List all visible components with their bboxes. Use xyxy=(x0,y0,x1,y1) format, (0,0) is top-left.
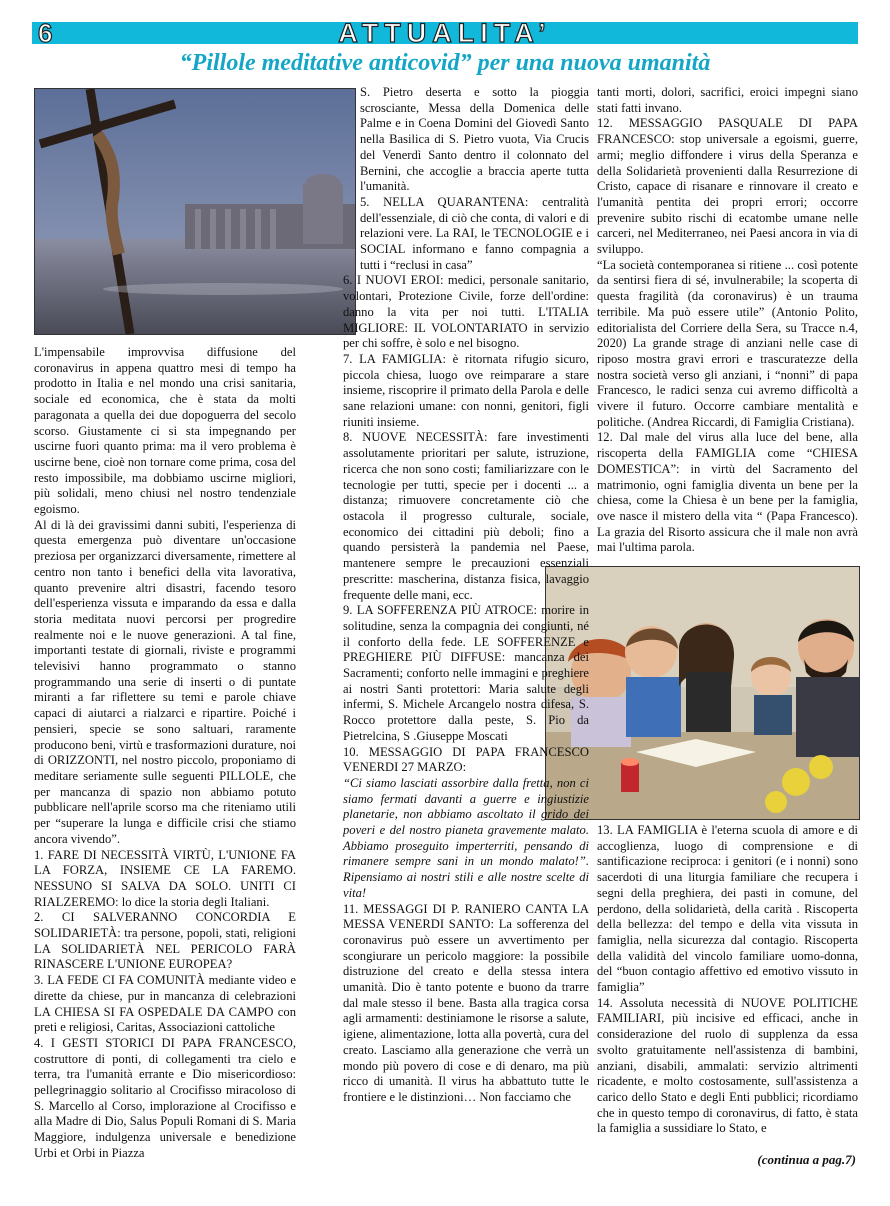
paragraph: L'impensabile improvvisa diffusione del coronavirus in appena quattro mesi di tempo ha prodotto in Italia e nel mondo una crisi sanitaria, sociale ed economica, che è stata da molti paragonata a quella dei due dopoguerra del secolo scorso. Giustamente ci si sta impegnando per uscirne fuori quanto prima: ma il vero problema è uscirne bene, cioè non tornare come prima, cosa del resto impossibile, ma dobbiamo uscirne migliori, più solidali, meno chiusi nel nostro tendenziale egoismo. xyxy=(34,345,296,517)
paragraph: 11. MESSAGGI DI P. RANIERO CANTA LA MESSA VENERDI SANTO: La sofferenza del coronavirus può essere un avvertimento per scongiurare un pericolo maggiore: la possibile distruzione del creato e della stessa intera umanità. Dio è tanto potente e buono da trarre dal male stesso il bene. Basta alla tragica corsa agli armamenti: destiniamone le risorse a salute, igiene, alimentazione, lotta alla povertà, cura del creato. Lasciamo alla generazione che verrà un mondo più povero di cose e di denaro, ma più ricco di umanità. Il virus ha abbattuto tutte le frontiere e le distinzioni… Non facciamo che xyxy=(343,901,589,1104)
paragraph: S. Pietro deserta e sotto la pioggia scrosciante, Messa della Domenica delle Palme e in Coena Domini del Giovedì Santo nella Basilica di S. Pietro vuota, Via Crucis del Venerdì Santo dentro il colonnato del Bernini, che accoglie a braccia aperte tutta l'umanità. xyxy=(360,85,589,194)
paragraph: 3. LA FEDE CI FA COMUNITÀ mediante video e dirette da chiese, pur in mancanza di celebrazioni LA CHIESA SI FA OSPEDALE DA CAMPO con preti e religiosi, Caritas, Associazioni cattoliche xyxy=(34,973,296,1035)
paragraph: 7. LA FAMIGLIA: è ritornata rifugio sicuro, piccola chiesa, luogo ove reimparare a stare insieme, riscoprire il primato della Parola e delle sane relazioni umane: con nonni, genitori, figli riuniti insieme. xyxy=(343,351,589,429)
paragraph: Al di là dei gravissimi danni subiti, l'esperienza di questa emergenza può diventare un'occasione preziosa per organizzarci diversamente, rimettere al centro non tanto i benefici della vita lavorativa, quanto prevenire altri disastri, facendo tesoro dell'esperienza vissuta e imparando da essa e dalla storia meditata nuovi percorsi per progredire realmente noi e le nuove generazioni. A tal fine, importanti testate di giornali, riviste e programmi televisivi hanno programmato o stanno programmando una serie di inserti o di puntate miranti a far riflettere su temi e parole chiave capaci di aiutarci a rialzarci e ripartire. Poiché i pensieri, specie se sono saltuari, raramente producono beni, virtù e trasformazioni durature, noi di ORIZZONTI, nel nostro piccolo, proponiamo di meditare seriamente sulle seguenti PILLOLE, che per mancanza di spazio non abbiamo potuto pubblicare nell'aprile scorso ma che riteniamo utili per “superare la lunga e difficile crisi che stiamo ancora vivendo”. xyxy=(34,517,296,846)
paragraph: 12. Dal male del virus alla luce del bene, alla riscoperta della FAMIGLIA come “CHIESA DOMESTICA”: in virtù del Sacramento del matrimonio, ogni famiglia diventa un bene per la chiesa, come la Chiesa è un bene per la famiglia, ove nasce il mistero della vita “ (Papa Francesco). La grazia del Risorto assicura che il male non avrà mai l'ultima parola. xyxy=(597,430,858,555)
paragraph: 1. FARE DI NECESSITÀ VIRTÙ, L'UNIONE FA LA FORZA, INSIEME CE LA FAREMO. NESSUNO SI SALVA DA SOLO. UNITI CI RIALZEREMO: lo dice la storia degli Italiani. xyxy=(34,847,296,909)
column-1 xyxy=(34,345,296,1162)
article-headline: “Pillole meditative anticovid” per una nuova umanità xyxy=(179,50,711,76)
paragraph: 6. I NUOVI EROI: medici, personale sanitario, volontari, Protezione Civile, forze dell'ordine: danno la vita per noi tutti. L'ITALIA MIGLIORE: IL VOLONTARIATO in servizio per chi soffre, è solo e nel bisogno. xyxy=(343,273,589,351)
st-peters-square-photo xyxy=(34,88,356,335)
paragraph: 9. LA SOFFERENZA PIÙ ATROCE: morire in solitudine, senza la compagnia dei congiunti, né il conforto della fede. LE SOFFERENZE e PREGHIERE PIÙ DIFFUSE: mancanza dei Sacramenti; conforto nelle immagini e preghiere ai nostri Santi protettori: Maria salute degli infermi, S. Michele Arcangelo nostra difesa, S. Rocco protettore dalla peste, S. Pio da Pietrelcina, S .Giuseppe Moscati xyxy=(343,603,589,743)
column-3 xyxy=(597,85,858,556)
paragraph: 8. NUOVE NECESSITÀ: fare investimenti assolutamente prioritari per salute, istruzione, ricerca che non sono costi; familiarizzare con le tecnologie per tutti, specie per i docenti ... a distanza; rimuovere concretamente ciò che ostacola il progresso culturale, sociale, economico dei cittadini più deboli; fino a quando persisterà la pandemia nel Paese, mantenere sempre le precauzioni essenziali prescritte: mascherina, distanza fisica, lavaggio frequente delle mani, ecc. xyxy=(343,430,589,602)
paragraph: 12. MESSAGGIO PASQUALE DI PAPA FRANCESCO: stop universale a egoismi, guerre, armi; meglio diffondere i virus della Speranza e della Solidarietà provenienti dalla Resurrezione di Cristo, capace di risanare e rinnovare il creato e l'umanità pentita dei propri errori; occorre prevenire subito rischi di ecatombe umane nelle carceri, nel Mediterraneo, nei Paesi ancora in via di sviluppo. xyxy=(597,116,858,257)
section-title: ATTUALITA’ xyxy=(338,18,552,48)
paragraph: 5. NELLA QUARANTENA: centralità dell'essenziale, di ciò che conta, di valori e di relazioni vere. La RAI, le TECNOLOGIE e i SOCIAL informano e fanno compagnia a tutti i “reclusi in casa” xyxy=(360,194,589,272)
paragraph: 10. MESSAGGIO DI PAPA FRANCESCO VENERDI 27 MARZO: xyxy=(343,744,589,775)
paragraph: tanti morti, dolori, sacrifici, eroici impegni siano stati fatti invano. xyxy=(597,85,858,115)
quote: “Ci siamo lasciati assorbire dalla fretta, non ci siamo fermati davanti a guerre e ingiustizie planetarie, non abbiamo ascoltato il grido dei poveri e del nostro pianeta gravemente malato. Abbiamo proseguito imperterriti, pensando di rimanere sempre sani in un mondo malato!”. Ripensiamo ai nostri stili e alle nostre scelte di vita! xyxy=(343,775,589,900)
family-photo xyxy=(545,566,860,820)
column-2 xyxy=(343,85,589,1106)
continued-note: (continua a pag.7) xyxy=(757,1152,856,1167)
paragraph: 14. Assoluta necessità di NUOVE POLITICHE FAMILIARI, più incisive ed efficaci, anche in considerazione del ruolo di supplenza da essa svolto gratuitamente nell'assistenza di bambini, anziani, disabili, ammalati: servizio altrimenti ricadente, e molto costosamente, sull'assistenza a carico dello Stato e degli Enti pubblici; ricordiamo che in questo tempo di coronavirus, di fatto, è stata la famiglia a sussidiare lo Stato, e xyxy=(597,995,858,1136)
column-3-continued xyxy=(597,823,858,1137)
paragraph: 13. LA FAMIGLIA è l'eterna scuola di amore e di accoglienza, luogo di comprensione e di santificazione reciproca: i genitori (e i nonni) sono sacerdoti di una liturgia familiare che recupera i segni della preghiera, dei pasti in comune, del perdono, della solidarietà, della carità . Riscoperta della bellezza: del tempo e della vita vissuta in famiglia, nella sicurezza dal contagio. Riscoperta della validità del vincolo familiare uomo-donna, del “buon contagio affettivo ed emotivo vissuto in famiglia” xyxy=(597,823,858,995)
quote: “La società contemporanea si ritiene ... così potente da sentirsi fiera di sé, invulnerabile; la scoperta di questa fragilità (da coronavirus) è un trauma terribile. Ma può essere utile” (Antonio Polito, editorialista del Corriere della Sera, su Tracce n.4, 2020) La grande strage di anziani nelle case di riposo mostra gravi errori e trascuratezze della nostra società verso gli anziani, i “nonni” di papa Francesco, le radici senza cui avremo difficoltà a vivere il futuro. Occorre cambiare mentalità e politiche. (Andrea Riccardi, di Famiglia Cristiana). xyxy=(597,257,858,429)
paragraph: 2. CI SALVERANNO CONCORDIA E SOLIDARIETÀ: tra persone, popoli, stati, religioni LA SOLIDARIETÀ NEL PERICOLO FARÀ RINASCERE L'UNIONE EUROPEA? xyxy=(34,910,296,972)
page-number: 6 xyxy=(38,18,54,48)
paragraph: 4. I GESTI STORICI DI PAPA FRANCESCO, costruttore di ponti, di collegamenti tra cielo e terra, tra l'umanità errante e Dio misericordioso: pellegrinaggio solitario al Crocifisso miracoloso di S. Marcello al Corso, implorazione al Crocifisso e alla Madre di Dio, Salus Populi Romani di S. Maria Maggiore, indulgenza universale e benedizione Urbi et Orbi in Piazza xyxy=(34,1035,296,1160)
